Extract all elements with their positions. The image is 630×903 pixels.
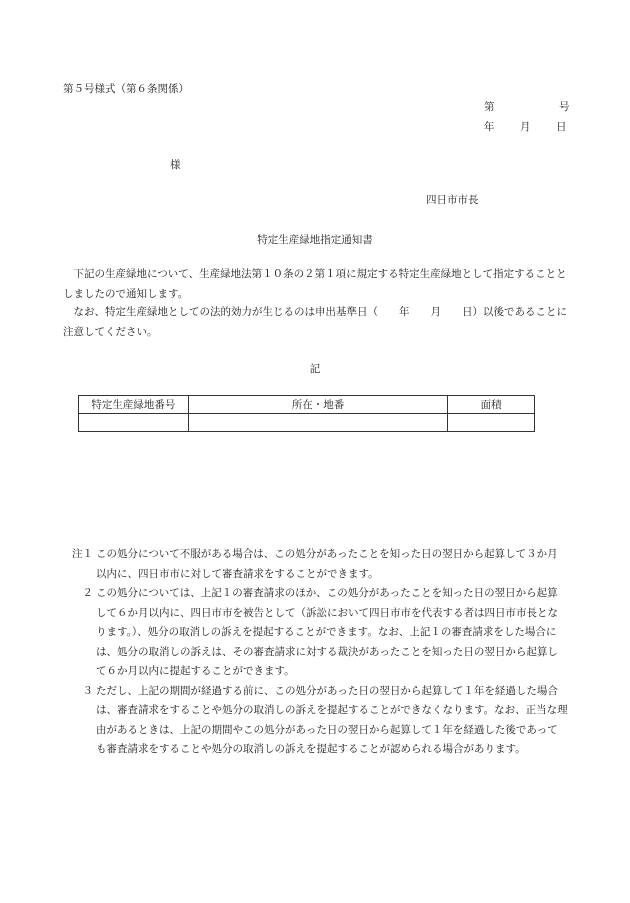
- table-header-cell: 面積: [448, 396, 535, 414]
- green-land-table: [78, 395, 535, 432]
- issuer: 四日市市長: [426, 194, 479, 206]
- doc-number-suffix: 号: [559, 101, 570, 113]
- body-paragraph-2: なお、特定生産緑地としての法的効力が生じるのは申出基準日（ 年 月 日）以後であることに注意してください。: [63, 306, 567, 338]
- form-number: 第５号様式（第６条関係）: [63, 83, 189, 95]
- doc-number-prefix: 第: [484, 101, 495, 113]
- ki-label: 記: [309, 363, 321, 375]
- table-header-row: [79, 396, 535, 414]
- note-text: ただし、上記の期間が経過する前に、この処分があった日の翌日から起算して１年を経過した場合は、審査請求をすることや処分の取消しの訴えを提起することができなくなります。なお、正当な理由があるときは、上記の期間やこの処分があった日の翌日から起算して１年を経過した後であっても審査請求をすることや処分の取消しの訴えを提起することが認められる場合があります。: [96, 684, 568, 755]
- note-item: [63, 682, 573, 760]
- notes-section: [63, 545, 573, 760]
- table-header-cell: 所在・地番: [188, 396, 447, 414]
- body-paragraph-1: 下記の生産緑地について、生産緑地法第１０条の２第１項に規定する特定生産緑地として指定することとしましたので通知します。: [63, 268, 567, 300]
- date-day: 日: [556, 121, 567, 133]
- table-row: [79, 414, 535, 432]
- note-label: ２: [82, 587, 93, 599]
- table-cell: [188, 414, 447, 432]
- table-cell: [79, 414, 189, 432]
- note-item: [63, 545, 573, 584]
- table-cell: [448, 414, 535, 432]
- document-title: 特定生産緑地指定通知書: [257, 234, 373, 246]
- note-item: [63, 584, 573, 682]
- note-text: この処分については、上記１の審査請求のほか、この処分があったことを知った日の翌日から起算して６か月以内に、四日市市を被告として（訴訟において四日市市を代表する者は四日市市長となります。）、処分の取消しの訴えを提起することができます。なお、上記１の審査請求をした場合には、処分の取消しの訴えは、その審査請求に対する裁決があったことを知った日の翌日から起算して６か月以内に提起することができます。: [96, 587, 558, 677]
- table-header-cell: 特定生産緑地番号: [79, 396, 189, 414]
- note-label: 注１: [72, 548, 93, 560]
- date-month: 月: [520, 121, 531, 133]
- note-label: ３: [82, 684, 93, 697]
- addressee-honorific: 様: [170, 159, 181, 171]
- note-text: この処分について不服がある場合は、この処分があったことを知った日の翌日から起算して３か月以内に、四日市市に対して審査請求をすることができます。: [96, 548, 558, 580]
- date-year: 年: [484, 121, 495, 133]
